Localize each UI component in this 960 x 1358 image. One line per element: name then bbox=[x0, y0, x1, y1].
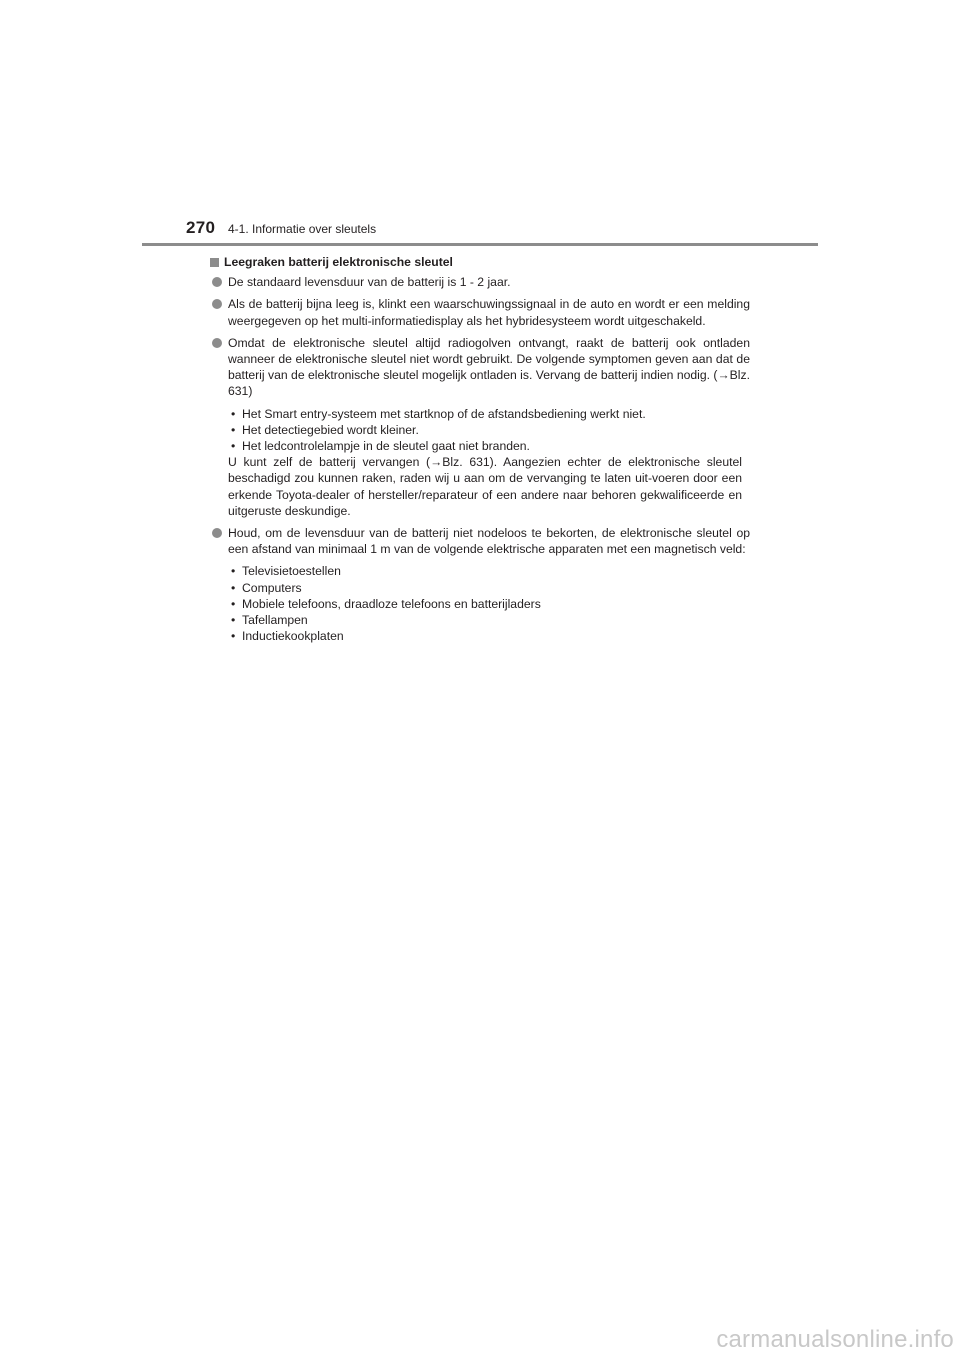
sub-item-text: Het detectiegebied wordt kleiner. bbox=[242, 422, 419, 437]
circle-bullet-icon bbox=[212, 299, 222, 309]
list-item bbox=[210, 296, 750, 328]
item-text: Omdat de elektronische sleutel altijd radiogolven ontvangt, raakt de batterij ook ontladen wanneer de elektronische sleutel niet wordt gebruikt. De volgende symptomen geven aan dat de batterij van de elektronische sleutel mogelijk ontladen is. Vervang de batterij indien nodig. (→Blz. 631) bbox=[228, 335, 750, 399]
sub-list-item bbox=[228, 422, 750, 438]
item-text: Als de batterij bijna leeg is, klinkt een waarschuwingssignaal in de auto en wordt er een melding weergegeven op het multi-informatiedisplay als het hybridesysteem wordt uitgeschakeld. bbox=[228, 297, 750, 328]
replacement-note: U kunt zelf de batterij vervangen (→Blz. 631). Aangezien echter de elektronische sleutel beschadigd zou kunnen raken, raden wij u aan om de vervanging te laten uit-voeren door een erkende Toyota-dealer of hersteller/reparateur of een andere naar behoren gekwalificeerde en uitgeruste deskundige. bbox=[228, 455, 742, 518]
sub-bullet: • bbox=[231, 439, 236, 454]
sub-list-item bbox=[228, 580, 750, 596]
symptom-list bbox=[228, 406, 750, 455]
header-divider bbox=[142, 243, 818, 246]
sub-bullet: • bbox=[231, 613, 236, 628]
sub-bullet: • bbox=[231, 406, 236, 421]
sub-list-item bbox=[228, 612, 750, 628]
circle-bullet-icon bbox=[212, 338, 222, 348]
section-heading bbox=[210, 254, 750, 270]
device-list bbox=[228, 563, 750, 644]
sub-item-text: Inductiekookplaten bbox=[242, 629, 344, 644]
sub-bullet: • bbox=[231, 422, 236, 437]
sub-item-text: Televisietoestellen bbox=[242, 564, 341, 579]
sub-bullet: • bbox=[231, 580, 236, 595]
sub-list-item bbox=[228, 406, 750, 422]
sub-list-item bbox=[228, 628, 750, 644]
heading-text: Leegraken batterij elektronische sleutel bbox=[224, 255, 453, 269]
sub-list-item bbox=[228, 438, 750, 454]
sub-list-item bbox=[228, 596, 750, 612]
sub-item-text: Mobiele telefoons, draadloze telefoons en batterijladers bbox=[242, 596, 541, 611]
sub-list-item bbox=[228, 563, 750, 579]
circle-bullet-icon bbox=[212, 277, 222, 287]
sub-bullet: • bbox=[231, 596, 236, 611]
item-text: De standaard levensduur van de batterij is 1 - 2 jaar. bbox=[228, 275, 511, 290]
item-text: Houd, om de levensduur van de batterij niet nodeloos te bekorten, de elektronische sleutel op een afstand van minimaal 1 m van de volgende elektrische apparaten met een magnetisch veld: bbox=[228, 526, 750, 557]
list-item bbox=[210, 525, 750, 644]
square-bullet-icon bbox=[210, 258, 219, 267]
sub-item-text: Het ledcontrolelampje in de sleutel gaat niet branden. bbox=[242, 439, 530, 454]
main-content bbox=[210, 254, 750, 650]
sub-item-text: Computers bbox=[242, 580, 302, 595]
list-item bbox=[210, 274, 750, 290]
section-title: 4-1. Informatie over sleutels bbox=[228, 222, 377, 236]
circle-bullet-icon bbox=[212, 528, 222, 538]
page-number: 270 bbox=[186, 218, 216, 237]
list-item bbox=[210, 335, 750, 519]
sub-bullet: • bbox=[231, 629, 236, 644]
sub-item-text: Tafellampen bbox=[242, 613, 308, 628]
watermark: carmanualsonline.info bbox=[716, 1326, 954, 1353]
sub-item-text: Het Smart entry-systeem met startknop of de afstandsbediening werkt niet. bbox=[242, 406, 646, 421]
sub-bullet: • bbox=[231, 564, 236, 579]
